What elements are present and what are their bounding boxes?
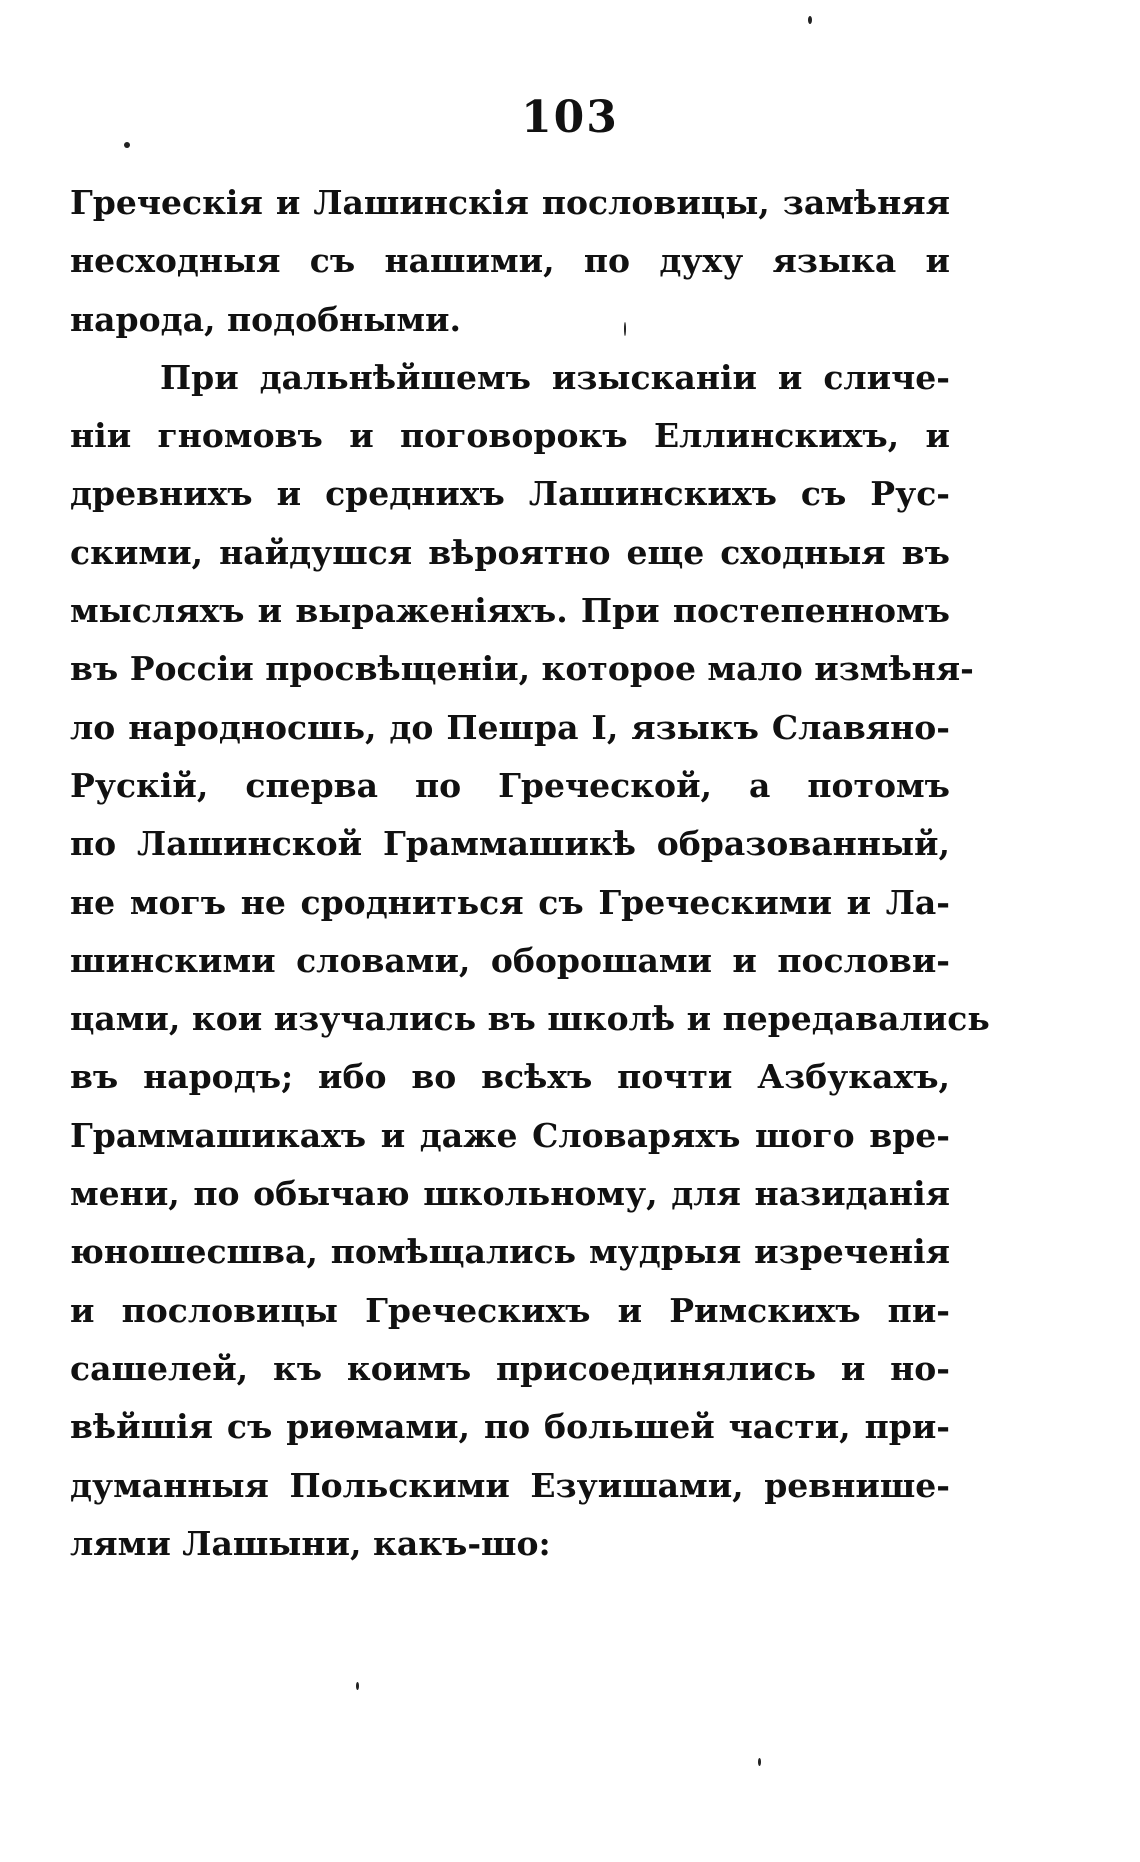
text-line: мысляхъ и выраженіяхъ. При постепенномъ: [70, 591, 950, 631]
text-line: При дальнѣйшемъ изысканіи и сличе-: [160, 357, 950, 397]
text-line: древнихъ и среднихъ Лашинскихъ съ Рус-: [70, 474, 950, 514]
text-line: лями Лашыни, какъ-шо:: [70, 1523, 551, 1563]
text-line: ніи гномовъ и поговорокъ Еллинскихъ, и: [70, 416, 950, 456]
scan-speck: [808, 16, 812, 24]
text-line: думанныя Польскими Езуишами, ревнише-: [70, 1465, 950, 1505]
text-line: сашелей, къ коимъ присоединялись и но-: [70, 1348, 950, 1388]
text-line: и пословицы Греческихъ и Римскихъ пи-: [70, 1290, 950, 1330]
text-line: цами, кои изучались въ школѣ и передавались: [70, 999, 990, 1039]
text-line: народа, подобными.: [70, 299, 462, 339]
scan-speck: [356, 1682, 359, 1690]
text-line: шинскими словами, оборошами и послови-: [70, 940, 950, 980]
text-line: въ Россіи просвѣщеніи, которое мало измѣня-: [70, 649, 974, 689]
scan-speck: [624, 322, 626, 336]
text-line: въ народъ; ибо во всѣхъ почти Азбукахъ,: [70, 1057, 950, 1097]
text-line: скими, найдушся вѣроятно еще сходныя въ: [70, 532, 950, 572]
body-text: [70, 174, 990, 1573]
text-line: мени, по обычаю школьному, для назиданія: [70, 1174, 950, 1214]
text-line: юношесшва, помѣщались мудрыя изреченія: [70, 1232, 950, 1272]
text-line: Греческія и Лашинскія пословицы, замѣняя: [70, 183, 950, 222]
scan-speck: [758, 1758, 761, 1766]
scan-speck: [124, 142, 130, 148]
text-line: Рускій, сперва по Греческой, а потомъ: [70, 765, 950, 805]
page-number: 103: [521, 92, 619, 143]
text-line: несходныя съ нашими, по духу языка и: [70, 241, 950, 281]
text-line: по Лашинской Граммашикѣ образованный,: [70, 824, 950, 864]
text-line: Граммашикахъ и даже Словаряхъ шого вре-: [70, 1115, 950, 1155]
text-line: не могъ не сродниться съ Греческими и Ла-: [70, 882, 950, 922]
text-line: ло народносшь, до Пешра I, языкъ Славяно-: [70, 707, 950, 747]
text-line: вѣйшія съ риѳмами, по большей части, при-: [70, 1407, 950, 1447]
